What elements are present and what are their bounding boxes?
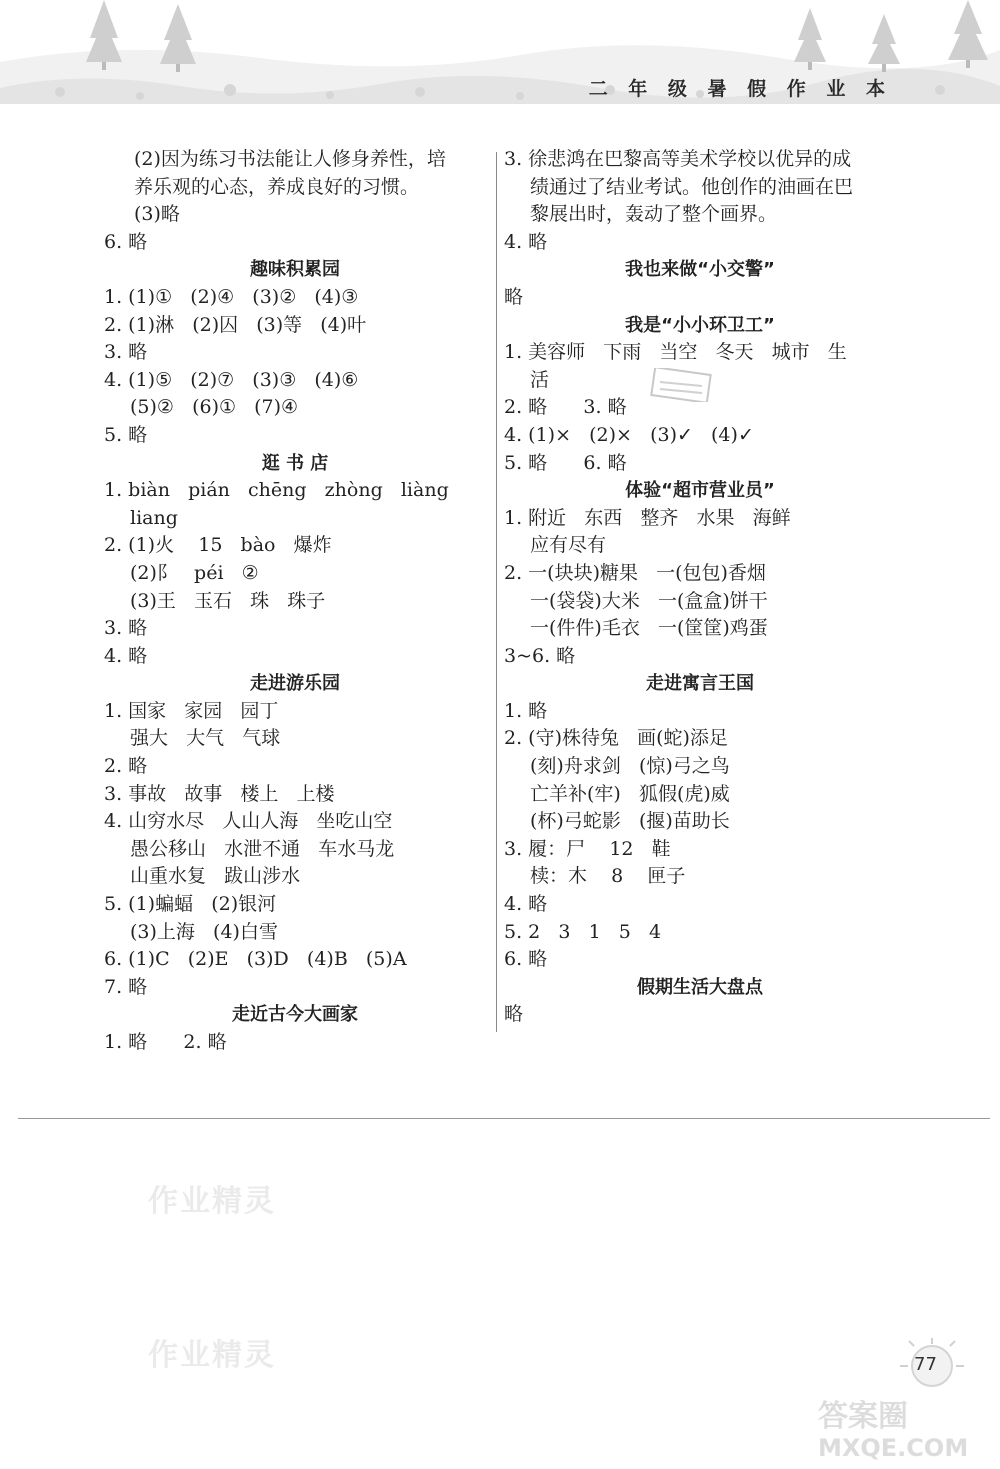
- section-heading: 趣味积累园: [250, 259, 340, 281]
- svg-text:答案圈: 答案圈: [818, 1399, 908, 1434]
- book-title: 二 年 级 暑 假 作 业 本: [588, 78, 892, 100]
- answer-line: 应有尽有: [530, 534, 607, 557]
- small-stamp: [650, 368, 712, 402]
- answer-line: 3. 事故 故事 楼上 上楼: [104, 782, 335, 805]
- section-heading: 我也来做“小交警”: [625, 259, 775, 281]
- right-answer-column: [504, 146, 896, 1029]
- answer-line: 1. (1)① (2)④ (3)② (4)③: [104, 285, 359, 308]
- section-heading: 逛 书 店: [261, 452, 329, 474]
- answer-line: 2. 一(块块)糖果 一(包包)香烟: [504, 561, 766, 584]
- answer-line: 2. (1)淋 (2)囚 (3)等 (4)叶: [104, 313, 367, 336]
- section-heading: 我是“小小环卫工”: [625, 314, 775, 336]
- answer-line: 3. 徐悲鸿在巴黎高等美术学校以优异的成: [504, 148, 852, 170]
- answer-line: 4. (1)⑤ (2)⑦ (3)③ (4)⑥: [104, 368, 359, 391]
- page-number: 77: [914, 1354, 937, 1375]
- answer-line: (3)王 玉石 珠 珠子: [130, 589, 326, 612]
- answer-line: (2)阝 péi ②: [130, 561, 259, 584]
- section-heading: 走进寓言王国: [646, 673, 754, 695]
- answer-line: 4. 略: [504, 893, 548, 916]
- answer-line: (杯)弓蛇影 (揠)苗助长: [530, 810, 730, 833]
- left-answer-column: [104, 146, 486, 1057]
- answer-line: 一(袋袋)大米 一(盒盒)饼干: [530, 589, 768, 612]
- bottom-divider: [18, 1118, 990, 1119]
- answer-line: 绩通过了结业考试。他创作的油画在巴: [530, 175, 854, 198]
- answer-line: 3. 履：尸 12 鞋: [504, 837, 671, 860]
- answer-line: 愚公移山 水泄不通 车水马龙: [130, 837, 395, 860]
- svg-text:MXQE.COM: MXQE.COM: [818, 1434, 969, 1462]
- answer-line: 5. (1)蝙蝠 (2)银河: [104, 893, 277, 916]
- answer-line: 4. 略: [104, 644, 148, 667]
- answer-line: (5)② (6)① (7)④: [130, 396, 299, 419]
- answer-line: 7. 略: [104, 975, 148, 998]
- answer-line: 1. 略: [504, 699, 548, 722]
- answer-line: 2. (1)火 15 bào 爆炸: [104, 534, 332, 557]
- answer-line: liang: [130, 506, 178, 529]
- answer-line: 6. (1)C (2)E (3)D (4)B (5)A: [104, 948, 407, 971]
- answer-line: (2)因为练习书法能让人修身养性，培: [134, 148, 446, 170]
- answer-line: 略: [504, 1003, 524, 1026]
- answer-line: 强大 大气 气球: [130, 727, 281, 750]
- section-heading: 走近古今大画家: [232, 1004, 358, 1026]
- answer-line: 2. (守)株待兔 画(蛇)添足: [504, 727, 728, 750]
- answer-line: 略: [504, 285, 524, 308]
- answer-line: 1. 附近 东西 整齐 水果 海鲜: [504, 506, 791, 529]
- answer-line: 一(件件)毛衣 一(筐筐)鸡蛋: [530, 617, 768, 640]
- section-heading: 假期生活大盘点: [637, 976, 763, 998]
- column-divider: [496, 152, 497, 1032]
- answer-line: 4. 略: [504, 230, 548, 253]
- answer-line: 3~6. 略: [504, 644, 576, 667]
- answer-line: 黎展出时，轰动了整个画界。: [530, 203, 778, 226]
- answer-line: 3. 略: [104, 341, 148, 364]
- answer-line: 椟：木 8 匣子: [530, 865, 686, 888]
- answer-line: 1. 国家 家园 园丁: [104, 699, 279, 722]
- answer-line: 5. 略: [104, 423, 148, 446]
- watermark-text: 作业精灵: [148, 1338, 276, 1373]
- answer-line: 山重水复 跋山涉水: [130, 865, 301, 888]
- answer-line: 养乐观的心态，养成良好的习惯。: [134, 175, 420, 198]
- answer-line: 2. 略 3. 略: [504, 396, 627, 419]
- answer-line: 1. 略 2. 略: [104, 1031, 227, 1053]
- answer-line: 6. 略: [104, 230, 148, 253]
- answer-line: 1. biàn pián chēng zhòng liàng: [104, 479, 449, 502]
- answer-line: 4. (1)× (2)× (3)✓ (4)✓: [504, 423, 754, 446]
- site-logo: [812, 1392, 992, 1464]
- answer-line: 2. 略: [104, 755, 148, 778]
- answer-line: 亡羊补(牢) 狐假(虎)威: [530, 782, 730, 805]
- answer-line: (3)上海 (4)白雪: [130, 920, 278, 943]
- answer-line: (3)略: [134, 203, 180, 226]
- section-heading: 体验“超市营业员”: [625, 480, 775, 502]
- answer-line: 5. 2 3 1 5 4: [504, 920, 662, 943]
- answer-line: 4. 山穷水尽 人山人海 坐吃山空: [104, 810, 393, 833]
- section-heading: 走进游乐园: [250, 673, 340, 695]
- watermark-text: 作业精灵: [148, 1184, 276, 1219]
- answer-line: 活: [530, 368, 550, 391]
- answer-line: 1. 美容师 下雨 当空 冬天 城市 生: [504, 341, 847, 364]
- answer-line: 3. 略: [104, 617, 148, 640]
- answer-line: 6. 略: [504, 948, 548, 971]
- answer-line: (刻)舟求剑 (惊)弓之鸟: [530, 755, 730, 778]
- answer-line: 5. 略 6. 略: [504, 451, 627, 474]
